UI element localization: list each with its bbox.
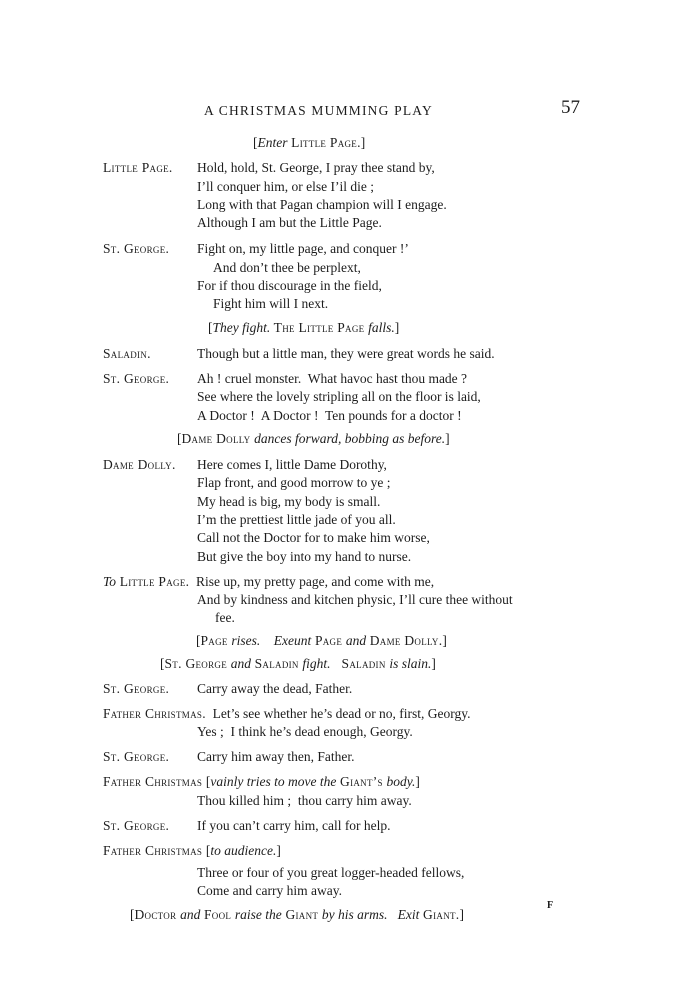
line-text: [	[130, 907, 135, 922]
stage-direction-text: To	[103, 574, 117, 589]
line-text: ]	[360, 135, 366, 150]
stage-direction-text: vainly tries to move the	[210, 774, 337, 789]
text-line	[160, 656, 436, 672]
page-number: 57	[561, 97, 580, 118]
line-text: Fight on, my little page, and conquer !’	[197, 241, 409, 256]
line-text: [	[196, 633, 201, 648]
text-line	[103, 574, 434, 590]
text-line	[197, 549, 411, 565]
speaker-or-name: The Little Page	[270, 320, 369, 335]
line-text: Let’s see whether he’s dead or no, first, Georgy.	[205, 706, 471, 721]
speaker-or-name: Saladin	[330, 656, 390, 671]
text-line	[197, 389, 481, 405]
stage-direction-text: and	[180, 907, 201, 922]
line-text: Hold, hold, St. George, I pray thee stand by,	[197, 160, 435, 175]
line-text: If you can’t carry him, call for help.	[197, 818, 391, 833]
text-line	[197, 475, 390, 491]
text-line	[208, 320, 399, 336]
line-text: Yes ; I think he’s dead enough, Georgy.	[197, 724, 413, 739]
line-text: But give the boy into my hand to nurse.	[197, 549, 412, 564]
text-line	[215, 610, 235, 626]
speaker-or-name: Little Page.	[116, 574, 190, 589]
running-header: A CHRISTMAS MUMMING PLAY	[204, 103, 433, 118]
text-line	[196, 633, 447, 649]
stage-direction-text: body.	[386, 774, 416, 789]
stage-direction-text: falls.	[368, 320, 395, 335]
line-text: [	[205, 774, 211, 789]
text-line	[103, 457, 176, 473]
line-text: Call not the Doctor for to make him worse,	[197, 530, 430, 545]
text-line	[197, 494, 380, 510]
speaker-or-name: St. George.	[103, 241, 170, 256]
line-text: ]	[431, 656, 436, 671]
stage-direction-text: and	[345, 633, 367, 648]
text-line	[197, 883, 342, 899]
line-text: Rise up, my pretty page, and come with me,	[189, 574, 435, 589]
line-text: Carry him away then, Father.	[197, 749, 355, 764]
line-text: Come and carry him away.	[197, 883, 342, 898]
text-line	[197, 197, 447, 213]
text-line	[103, 774, 420, 790]
stage-direction-text: and	[230, 656, 251, 671]
line-text: Though but a little man, they were great words he said.	[197, 346, 495, 361]
stage-direction-text: to audience.	[210, 843, 277, 858]
speaker-or-name: Page	[200, 633, 232, 648]
text-line	[197, 592, 513, 608]
text-line	[197, 278, 382, 294]
text-line	[213, 260, 361, 276]
line-text: Fight him will I next.	[213, 296, 329, 311]
text-line	[130, 907, 464, 923]
line-text: [	[160, 656, 165, 671]
line-text: ]	[445, 431, 450, 446]
stage-direction-text: by his arms.	[321, 907, 388, 922]
speaker-or-name: Page	[311, 633, 346, 648]
line-text: ]	[394, 320, 400, 335]
stage-direction-text: Exit	[397, 907, 420, 922]
text-line	[197, 749, 354, 765]
text-line	[253, 135, 365, 151]
line-text: A Doctor ! A Doctor ! Ten pounds for a doctor !	[197, 408, 462, 423]
line-text: For if thou discourage in the field,	[197, 278, 382, 293]
text-line	[103, 346, 151, 362]
stage-direction-text: Enter	[257, 135, 288, 150]
text-line	[197, 793, 412, 809]
speaker-or-name: Little Page.	[287, 135, 361, 150]
text-line	[103, 749, 169, 765]
line-text: [	[177, 431, 182, 446]
text-line	[197, 215, 382, 231]
line-text: And by kindness and kitchen physic, I’ll cure thee without	[197, 592, 513, 607]
text-line	[103, 818, 169, 834]
text-line	[213, 296, 328, 312]
text-line	[103, 706, 471, 722]
printer-signature: F	[547, 900, 554, 911]
speaker-or-name: Dame Dolly.	[366, 633, 443, 648]
line-text: ]	[442, 633, 447, 648]
text-line	[197, 530, 430, 546]
text-line	[197, 681, 352, 697]
text-line	[197, 512, 396, 528]
line-text: I’ll conquer him, or else I’il die ;	[197, 179, 374, 194]
line-text: ]	[415, 774, 420, 789]
line-text: And don’t thee be perplext,	[213, 260, 361, 275]
line-text: Here comes I, little Dame Dorothy,	[197, 457, 387, 472]
speaker-or-name: Saladin.	[103, 346, 151, 361]
stage-direction-text: rises.	[231, 633, 261, 648]
text-line	[103, 241, 169, 257]
speaker-or-name: St. George	[164, 656, 231, 671]
line-text: Three or four of you great logger-headed fellows,	[197, 865, 465, 880]
line-text: Although I am but the Little Page.	[197, 215, 382, 230]
speaker-or-name: Dame Dolly	[181, 431, 255, 446]
line-text: [	[253, 135, 258, 150]
text-line	[197, 724, 413, 740]
text-line	[197, 408, 462, 424]
stage-direction-text: raise the	[234, 907, 282, 922]
text-line	[103, 371, 169, 387]
speaker-or-name: Doctor	[134, 907, 181, 922]
speaker-or-name: Father Christmas.	[103, 706, 206, 721]
speaker-or-name: St. George.	[103, 371, 170, 386]
stage-direction-text: They fight.	[212, 320, 271, 335]
speaker-or-name: Giant	[281, 907, 322, 922]
line-text: Long with that Pagan champion will I engage.	[197, 197, 447, 212]
stage-direction-text: Exeunt	[273, 633, 312, 648]
speaker-or-name: Saladin	[250, 656, 303, 671]
speaker-or-name: Little Page.	[103, 160, 173, 175]
line-text: Ah ! cruel monster. What havoc hast thou made ?	[197, 371, 468, 386]
speaker-or-name: Dame Dolly.	[103, 457, 176, 472]
stage-direction-text: dances forward, bobbing as before.	[254, 431, 446, 446]
speaker-or-name: Father Christmas	[103, 843, 206, 858]
line-text: [	[208, 320, 213, 335]
speaker-or-name: St. George.	[103, 749, 170, 764]
text-line	[197, 457, 387, 473]
speaker-or-name: Father Christmas	[103, 774, 206, 789]
line-text: Thou killed him ; thou carry him away.	[197, 793, 412, 808]
line-text: ]	[276, 843, 281, 858]
text-line	[197, 179, 374, 195]
line-text: See where the lovely stripling all on the floor is laid,	[197, 389, 481, 404]
line-text: ]	[459, 907, 464, 922]
line-text: I’m the prettiest little jade of you all.	[197, 512, 396, 527]
stage-direction-text: is slain.	[389, 656, 432, 671]
speaker-or-name: St. George.	[103, 818, 170, 833]
text-line	[197, 865, 464, 881]
speaker-or-name: Giant’s	[336, 774, 387, 789]
text-line	[197, 818, 391, 834]
line-text: Carry away the dead, Father.	[197, 681, 353, 696]
text-line	[103, 681, 169, 697]
stage-direction-text: fight.	[302, 656, 331, 671]
text-line	[197, 346, 495, 362]
text-line	[197, 241, 409, 257]
line-text: [	[205, 843, 211, 858]
line-text: Flap front, and good morrow to ye ;	[197, 475, 391, 490]
speaker-or-name: Giant.	[419, 907, 460, 922]
line-text: fee.	[215, 610, 235, 625]
line-text: My head is big, my body is small.	[197, 494, 381, 509]
speaker-or-name: St. George.	[103, 681, 170, 696]
text-line	[197, 371, 467, 387]
line-text	[260, 633, 274, 648]
line-text	[388, 907, 398, 922]
text-line	[103, 160, 173, 176]
text-line	[177, 431, 450, 447]
text-line	[103, 843, 281, 859]
text-line	[197, 160, 435, 176]
speaker-or-name: Fool	[200, 907, 235, 922]
